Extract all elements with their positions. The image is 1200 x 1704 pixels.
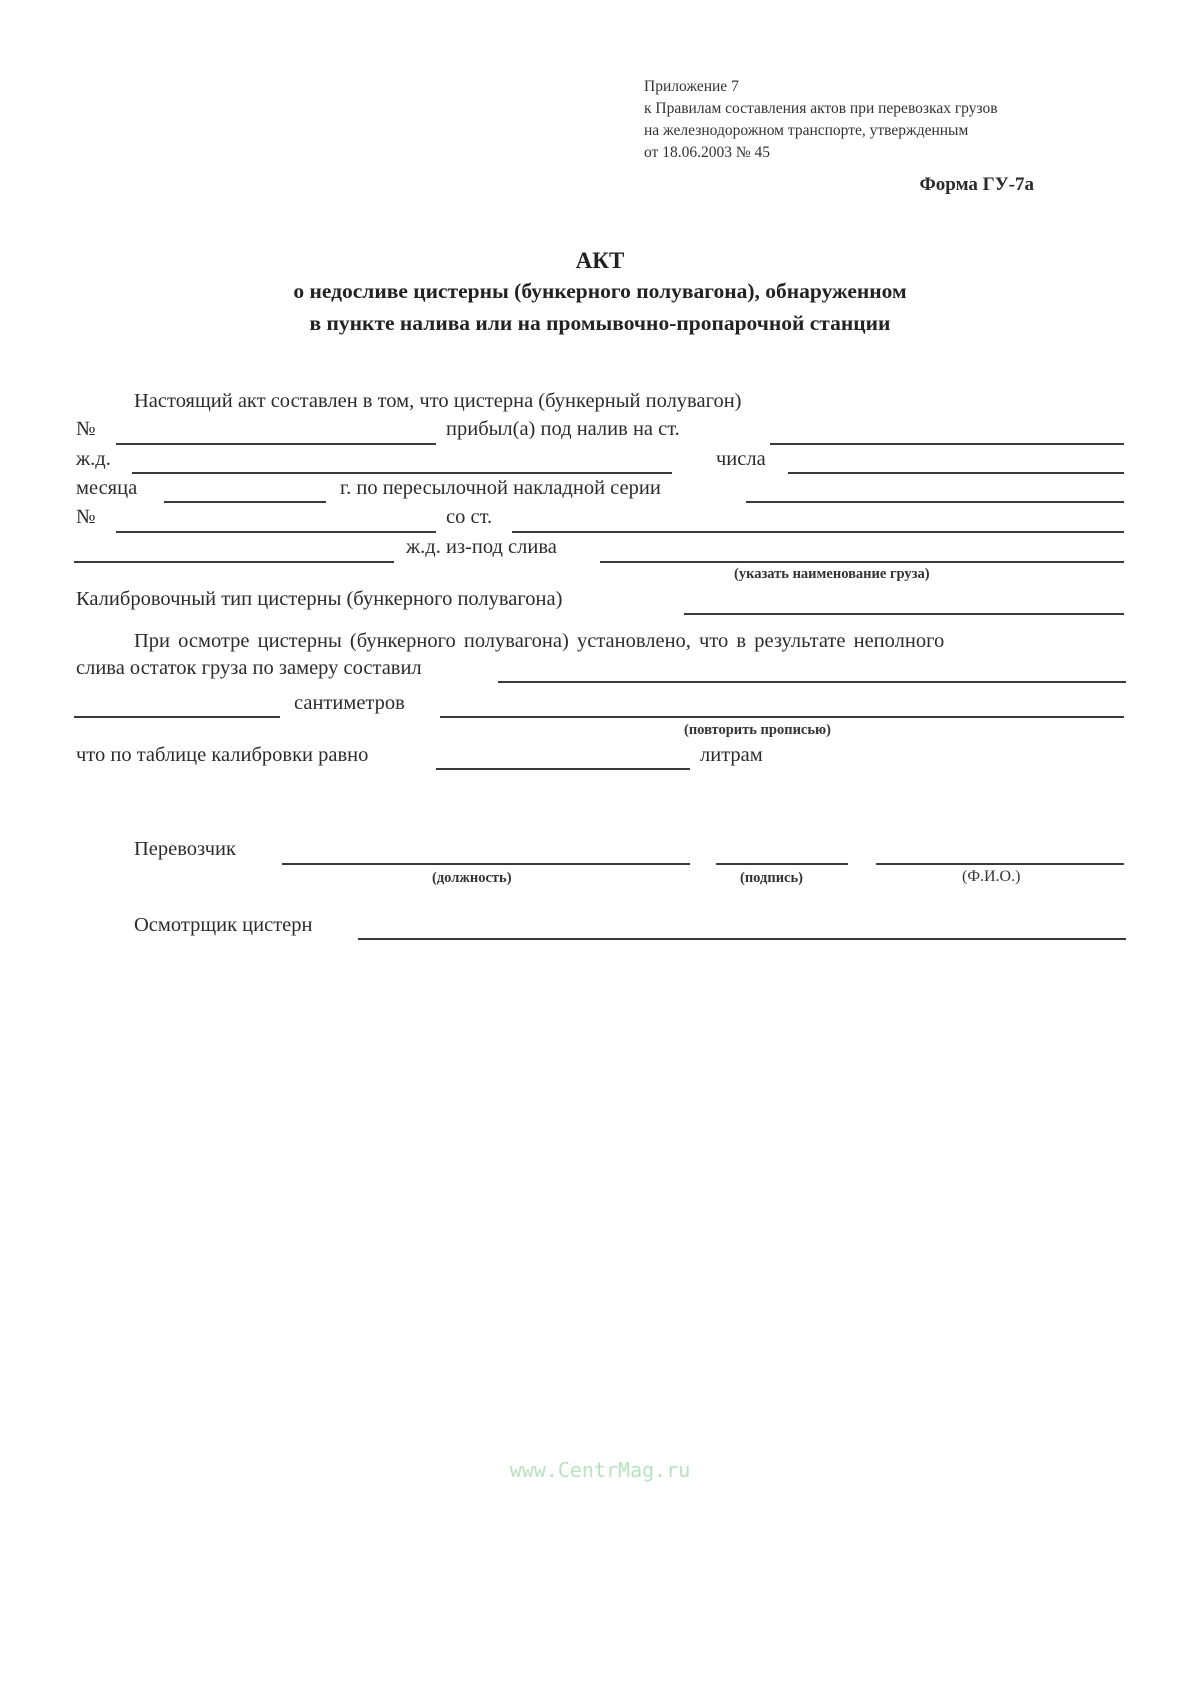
calibration-type-field[interactable] (684, 613, 1124, 615)
inspector-label: Осмотрщик цистерн (134, 914, 313, 936)
appendix-note (644, 76, 998, 164)
watermark: www.CentrMag.ru (509, 1458, 691, 1482)
calibration-label: Калибровочный тип цистерны (бункерного полувагона) (76, 588, 563, 610)
day-field[interactable] (788, 472, 1124, 474)
cargo-name-field[interactable] (600, 561, 1124, 563)
month-field[interactable] (164, 501, 326, 503)
appendix-line: на железнодорожном транспорте, утвержденным (644, 122, 969, 139)
centimeters-label: сантиметров (294, 692, 405, 714)
calibration-table-label: что по таблице калибровки равно (76, 744, 369, 766)
appendix-line: к Правилам составления актов при перевозках грузов (644, 100, 998, 117)
appendix-line: Приложение 7 (644, 78, 739, 95)
inspection-text-line1: При осмотре цистерны (бункерного полувагона) установлено, что в результате неполного (134, 630, 945, 652)
year-waybill-label: г. по пересылочной накладной серии (340, 477, 661, 499)
liters-field[interactable] (436, 768, 690, 770)
residue-measure-field[interactable] (498, 681, 1126, 683)
railway-label: ж.д. (76, 448, 111, 470)
signature-hint: (подпись) (740, 870, 803, 886)
document-subtitle-line2: в пункте налива или на промывочно-пропарочной станции (309, 311, 891, 335)
railway-drain-label: ж.д. из-под слива (406, 536, 557, 558)
railway-drain-field[interactable] (74, 561, 394, 563)
month-label: месяца (76, 477, 138, 499)
tank-number-field[interactable] (116, 443, 436, 445)
from-station-field[interactable] (512, 531, 1124, 533)
centimeters-field[interactable] (74, 716, 280, 718)
number2-label: № (76, 506, 96, 528)
loading-station-field[interactable] (770, 443, 1124, 445)
appendix-line: от 18.06.2003 № 45 (644, 144, 770, 161)
day-label: числа (716, 448, 766, 470)
inspector-field[interactable] (358, 938, 1126, 940)
waybill-number-field[interactable] (116, 531, 436, 533)
from-station-label: со ст. (446, 506, 493, 528)
number-label: № (76, 418, 96, 440)
carrier-signature-field[interactable] (716, 863, 848, 865)
form-code: Форма ГУ-7а (919, 174, 1034, 195)
carrier-position-field[interactable] (282, 863, 690, 865)
carrier-label: Перевозчик (134, 838, 236, 860)
cargo-hint: (указать наименование груза) (734, 566, 930, 582)
railway-field[interactable] (132, 472, 672, 474)
arrived-label: прибыл(а) под налив на ст. (446, 418, 680, 440)
waybill-series-field[interactable] (746, 501, 1124, 503)
name-hint: (Ф.И.О.) (962, 868, 1021, 885)
words-hint: (повторить прописью) (684, 722, 831, 738)
liters-label: литрам (700, 744, 763, 766)
carrier-name-field[interactable] (876, 863, 1124, 865)
inspection-text-line2: слива остаток груза по замеру составил (76, 657, 422, 679)
document-subtitle-line1: о недосливе цистерны (бункерного полувагона), обнаруженном (293, 279, 907, 303)
document-title: АКТ (575, 248, 625, 273)
position-hint: (должность) (432, 870, 512, 886)
centimeters-words-field[interactable] (440, 716, 1124, 718)
intro-text: Настоящий акт составлен в том, что цистерна (бункерный полувагон) (134, 390, 742, 412)
